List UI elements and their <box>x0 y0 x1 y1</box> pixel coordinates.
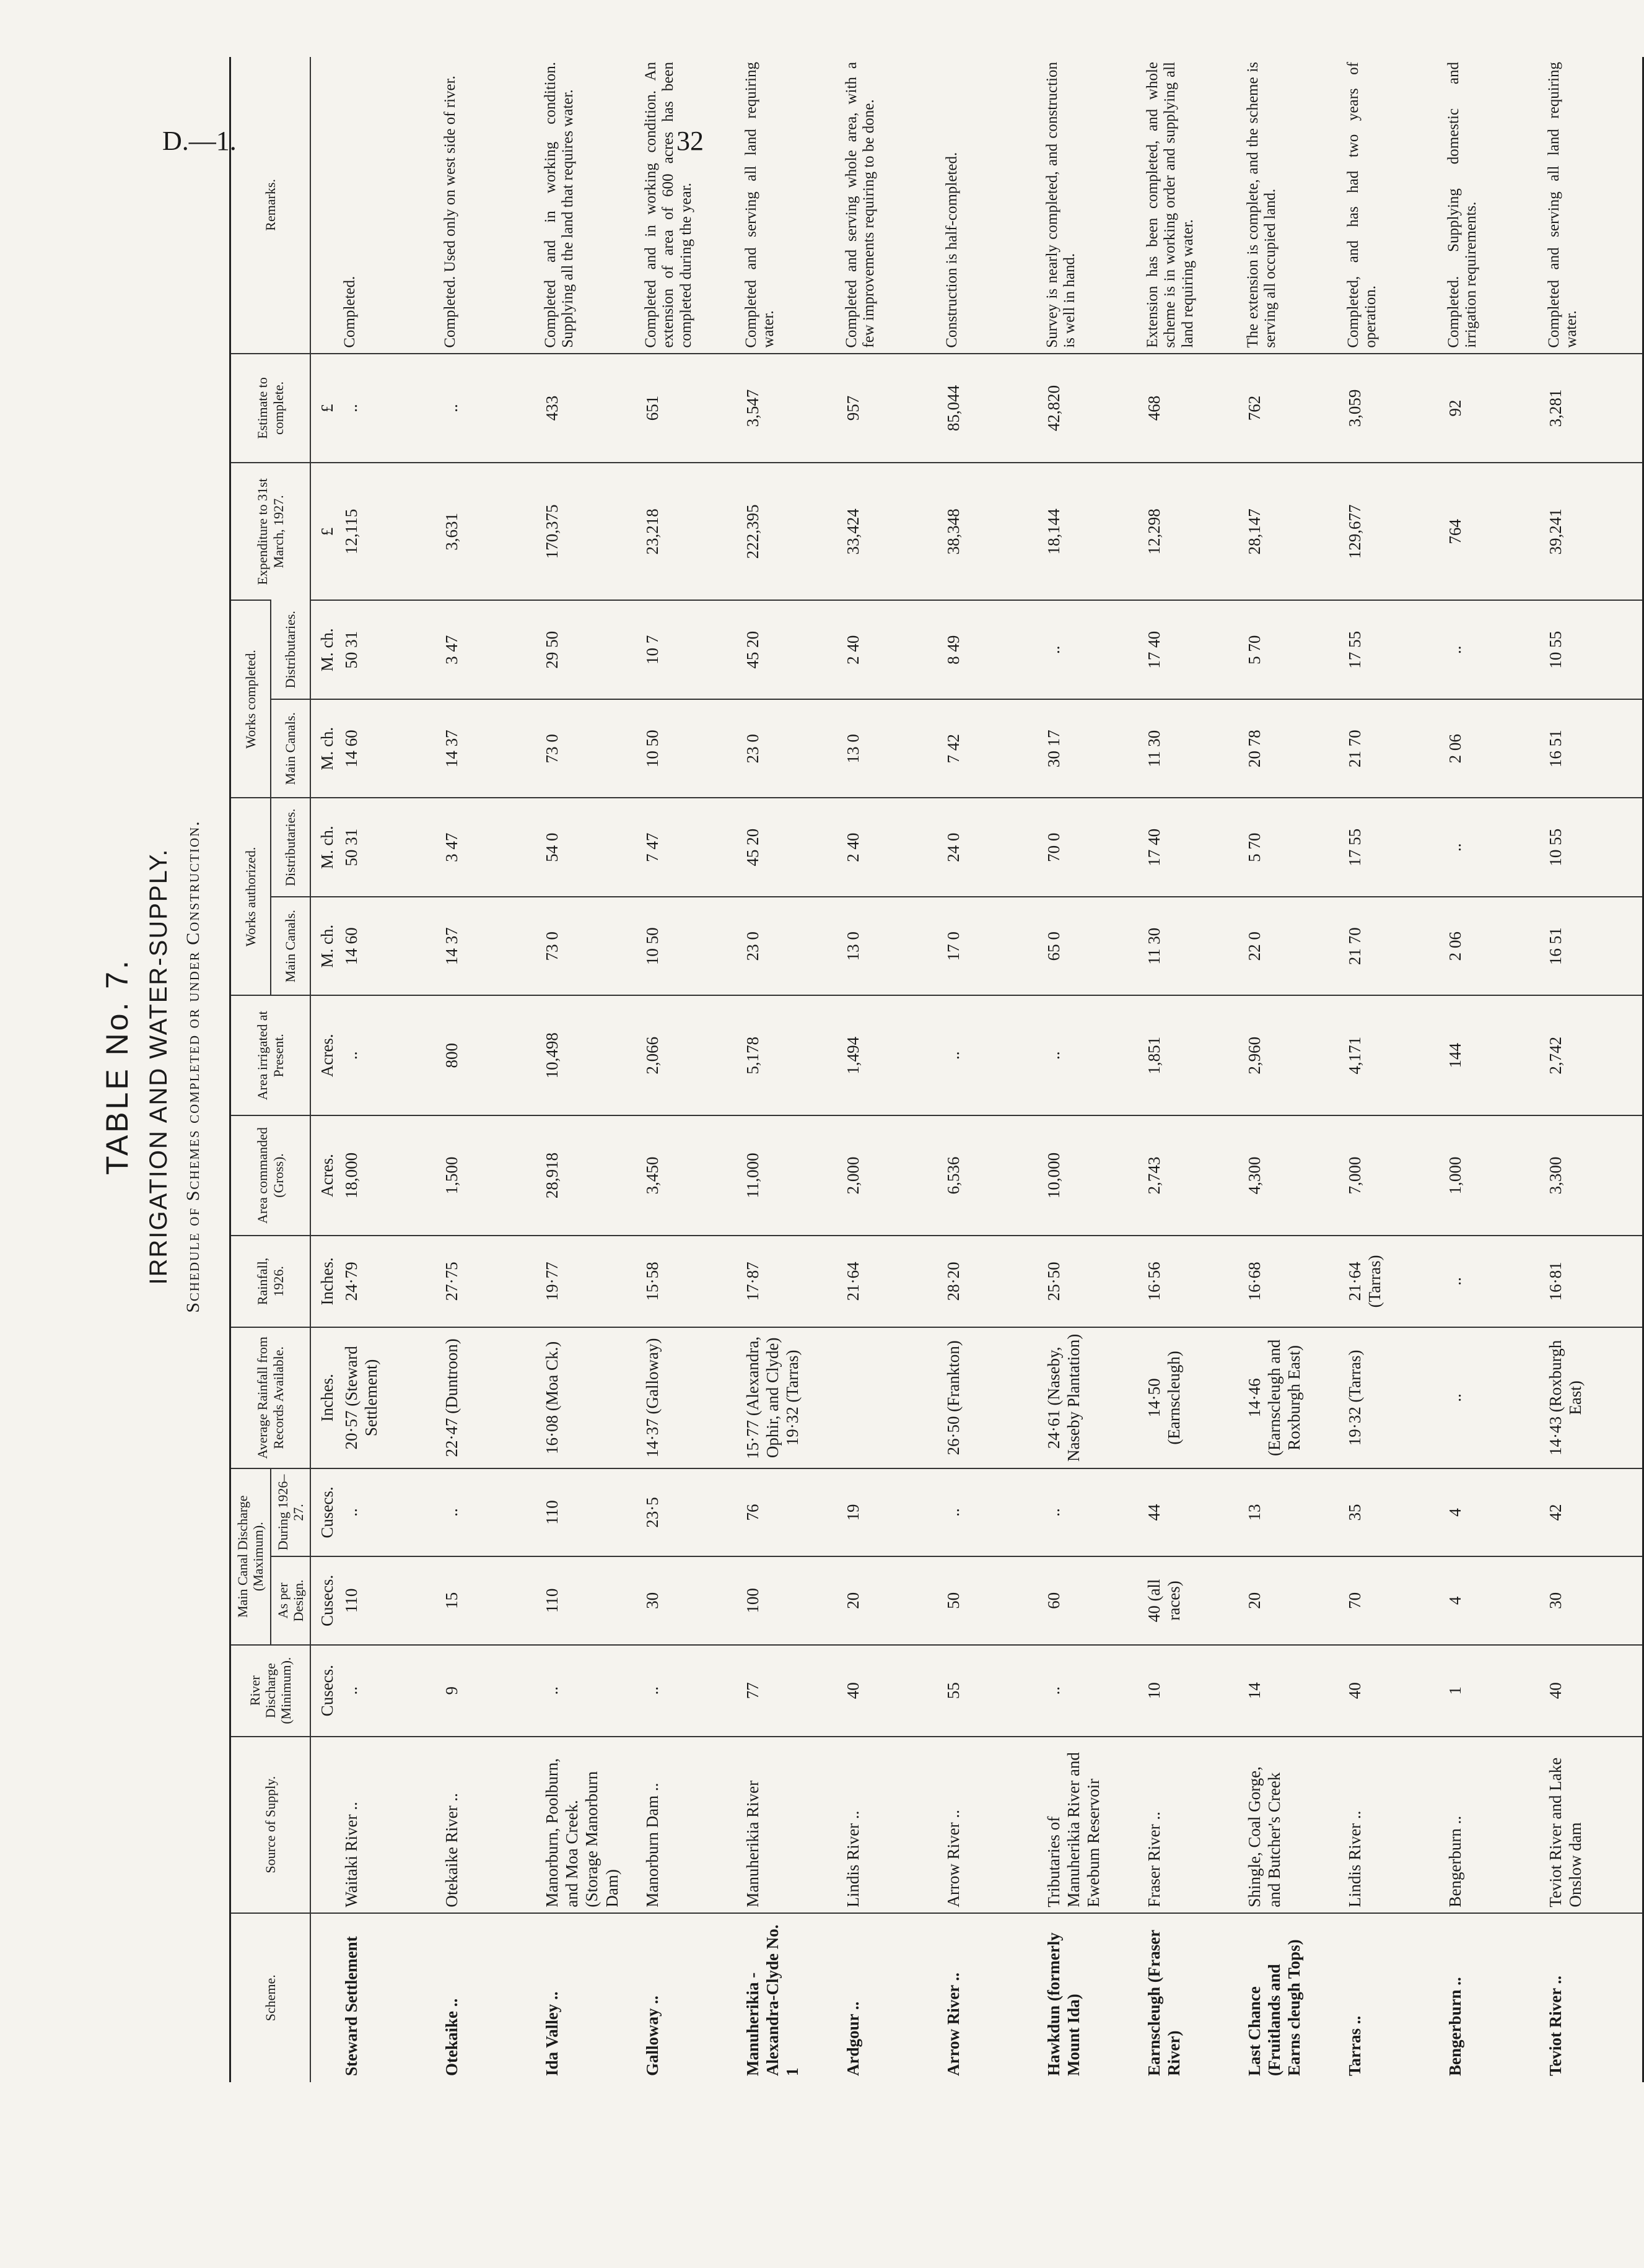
area-commanded-cell: 28,918 <box>538 1115 639 1236</box>
completed-main-canals-cell: 7 42 <box>940 699 1040 798</box>
completed-distributaries-cell: 8 49 <box>940 600 1040 699</box>
estimate-cell: 468 <box>1140 354 1241 463</box>
river-discharge-cell: 1 <box>1441 1645 1542 1737</box>
design-discharge-cell: 40 (all races) <box>1140 1556 1241 1644</box>
estimate-cell: 3,059 <box>1341 354 1441 463</box>
area-irrigated-cell: 5,178 <box>739 995 839 1115</box>
completed-distributaries-cell: 10 55 <box>1542 600 1643 699</box>
expenditure-cell: 33,424 <box>839 463 940 600</box>
header-authorized-distributaries: Distributaries. <box>271 798 311 897</box>
completed-main-canals-cell: 20 78 <box>1241 699 1341 798</box>
average-rainfall-cell: 22·47 (Duntroon) <box>438 1327 538 1468</box>
source-cell: Tributaries of Manuherikia River and Ewebum Reservoir <box>1040 1737 1140 1913</box>
header-completed-main-canals: Main Canals. <box>271 699 311 798</box>
remarks-cell: Completed and in working condition. Supplying all the land that requires water. <box>541 62 577 348</box>
area-irrigated-cell: .. <box>338 995 438 1115</box>
completed-main-canals-cell: 23 0 <box>739 699 839 798</box>
expenditure-cell: 12,115 <box>338 463 438 600</box>
unit-cell <box>310 1737 337 1913</box>
discharge-during-cell: 13 <box>1241 1468 1341 1556</box>
rainfall-1926-cell: 16·56 <box>1140 1236 1241 1327</box>
discharge-during-cell: .. <box>940 1468 1040 1556</box>
scheme-cell: Ida Valley .. <box>538 1913 639 2082</box>
discharge-during-cell: .. <box>338 1468 438 1556</box>
source-cell: Waitaki River .. <box>338 1737 438 1913</box>
river-discharge-cell: 9 <box>438 1645 538 1737</box>
unit-cell: Acres. <box>310 995 337 1115</box>
average-rainfall-cell: 19·32 (Tarras) <box>1341 1327 1441 1468</box>
unit-cell: Acres. <box>310 1115 337 1236</box>
source-cell: Manorburn, Poolburn, and Moa Creek. (Storage Manorburn Dam) <box>538 1737 639 1913</box>
rainfall-1926-cell: 21·64 <box>839 1236 940 1327</box>
completed-main-canals-cell: 2 06 <box>1441 699 1542 798</box>
table-title: IRRIGATION AND WATER-SUPPLY. <box>145 848 172 1285</box>
estimate-cell: 42,820 <box>1040 354 1140 463</box>
schemes-table <box>229 57 1644 2082</box>
unit-cell <box>310 1913 337 2082</box>
average-rainfall-cell: 15·77 (Alexandra, Ophir, and Clyde) 19·32 (Tarras) <box>739 1327 839 1468</box>
header-works-authorized: Works authorized. <box>230 798 271 995</box>
authorized-main-canals-cell: 10 50 <box>639 897 739 996</box>
remarks-cell: Completed, and has had two years of operation. <box>1344 62 1379 348</box>
design-discharge-cell: 20 <box>1241 1556 1341 1644</box>
unit-cell: M. ch. <box>310 600 337 699</box>
table-row <box>1341 57 1441 2082</box>
area-irrigated-cell: 2,066 <box>639 995 739 1115</box>
authorized-distributaries-cell: 10 55 <box>1542 798 1643 897</box>
authorized-distributaries-cell: 17 40 <box>1140 798 1241 897</box>
river-discharge-cell: .. <box>639 1645 739 1737</box>
table-row <box>538 57 639 2082</box>
completed-distributaries-cell: 50 31 <box>338 600 438 699</box>
completed-distributaries-cell: 10 7 <box>639 600 739 699</box>
authorized-main-canals-cell: 17 0 <box>940 897 1040 996</box>
authorized-main-canals-cell: 14 37 <box>438 897 538 996</box>
completed-main-canals-cell: 16 51 <box>1542 699 1643 798</box>
remarks-cell: Completed. <box>341 276 358 348</box>
expenditure-cell: 12,298 <box>1140 463 1241 600</box>
area-commanded-cell: 18,000 <box>338 1115 438 1236</box>
design-discharge-cell: 30 <box>1542 1556 1643 1644</box>
estimate-cell: 762 <box>1241 354 1341 463</box>
authorized-main-canals-cell: 73 0 <box>538 897 639 996</box>
authorized-distributaries-cell: 17 55 <box>1341 798 1441 897</box>
scheme-cell: Last Chance (Fruitlands and Earns cleugh Tops) <box>1241 1913 1341 2082</box>
authorized-main-canals-cell: 23 0 <box>739 897 839 996</box>
scheme-cell: Ardgour .. <box>839 1913 940 2082</box>
completed-main-canals-cell: 73 0 <box>538 699 639 798</box>
unit-cell: M. ch. <box>310 798 337 897</box>
average-rainfall-cell: 24·61 (Naseby, Naseby Plantation) <box>1040 1327 1140 1468</box>
table-row <box>739 57 839 2082</box>
river-discharge-cell: .. <box>538 1645 639 1737</box>
header-main-canal-discharge: Main Canal Discharge (Maximum). <box>230 1468 271 1645</box>
expenditure-cell: 23,218 <box>639 463 739 600</box>
remarks-cell: Extension has been completed, and whole scheme is in working order and supplying all land requiring water. <box>1143 62 1197 348</box>
authorized-distributaries-cell: 50 31 <box>338 798 438 897</box>
river-discharge-cell: 10 <box>1140 1645 1241 1737</box>
source-cell: Arrow River .. <box>940 1737 1040 1913</box>
area-irrigated-cell: 10,498 <box>538 995 639 1115</box>
estimate-cell: 85,044 <box>940 354 1040 463</box>
scheme-cell: Arrow River .. <box>940 1913 1040 2082</box>
header-area-commanded: Area commanded (Gross). <box>230 1115 311 1236</box>
completed-distributaries-cell: 17 40 <box>1140 600 1241 699</box>
area-commanded-cell: 1,500 <box>438 1115 538 1236</box>
estimate-cell: 3,281 <box>1542 354 1643 463</box>
source-cell: Fraser River .. <box>1140 1737 1241 1913</box>
header-area-irrigated: Area irrigated at Present. <box>230 995 311 1115</box>
expenditure-cell: 170,375 <box>538 463 639 600</box>
area-commanded-cell: 7,000 <box>1341 1115 1441 1236</box>
unit-cell: Inches. <box>310 1327 337 1468</box>
authorized-distributaries-cell: 3 47 <box>438 798 538 897</box>
completed-distributaries-cell: .. <box>1441 600 1542 699</box>
discharge-during-cell: 76 <box>739 1468 839 1556</box>
scheme-cell: Earnscleugh (Fraser River) <box>1140 1913 1241 2082</box>
remarks-cell: Completed and serving all land requiring water. <box>742 62 777 348</box>
design-discharge-cell: 4 <box>1441 1556 1542 1644</box>
source-cell: Teviot River and Lake Onslow dam <box>1542 1737 1643 1913</box>
table-row <box>1441 57 1542 2082</box>
area-irrigated-cell: 1,851 <box>1140 995 1241 1115</box>
estimate-cell: .. <box>438 354 538 463</box>
table-body <box>310 57 1643 2082</box>
average-rainfall-cell: 26·50 (Frankton) <box>940 1327 1040 1468</box>
river-discharge-cell: 40 <box>1341 1645 1441 1737</box>
table-row <box>940 57 1040 2082</box>
expenditure-cell: 28,147 <box>1241 463 1341 600</box>
authorized-main-canals-cell: 22 0 <box>1241 897 1341 996</box>
table-number: TABLE No. 7. <box>100 958 134 1175</box>
estimate-cell: 433 <box>538 354 639 463</box>
unit-cell: M. ch. <box>310 699 337 798</box>
area-commanded-cell: 11,000 <box>739 1115 839 1236</box>
scheme-cell: Tarras .. <box>1341 1913 1441 2082</box>
area-irrigated-cell: .. <box>940 995 1040 1115</box>
design-discharge-cell: 15 <box>438 1556 538 1644</box>
estimate-cell: 957 <box>839 354 940 463</box>
area-irrigated-cell: 2,960 <box>1241 995 1341 1115</box>
header-during: During 1926–27. <box>271 1468 311 1556</box>
rainfall-1926-cell: 25·50 <box>1040 1236 1140 1327</box>
rainfall-1926-cell: 28·20 <box>940 1236 1040 1327</box>
average-rainfall-cell: 20·57 (Steward Settlement) <box>338 1327 438 1468</box>
authorized-distributaries-cell: .. <box>1441 798 1542 897</box>
estimate-cell: .. <box>338 354 438 463</box>
area-irrigated-cell: 4,171 <box>1341 995 1441 1115</box>
table-row <box>438 57 538 2082</box>
rainfall-1926-cell: 24·79 <box>338 1236 438 1327</box>
area-commanded-cell: 1,000 <box>1441 1115 1542 1236</box>
area-commanded-cell: 6,536 <box>940 1115 1040 1236</box>
expenditure-cell: 222,395 <box>739 463 839 600</box>
remarks-cell: Completed. Supplying domestic and irrigation requirements. <box>1445 62 1480 348</box>
area-commanded-cell: 10,000 <box>1040 1115 1140 1236</box>
authorized-main-canals-cell: 21 70 <box>1341 897 1441 996</box>
rainfall-1926-cell: 15·58 <box>639 1236 739 1327</box>
average-rainfall-cell: 14·50 (Earnscleugh) <box>1140 1327 1241 1468</box>
design-discharge-cell: 60 <box>1040 1556 1140 1644</box>
design-discharge-cell: 30 <box>639 1556 739 1644</box>
estimate-cell: 3,547 <box>739 354 839 463</box>
completed-main-canals-cell: 14 37 <box>438 699 538 798</box>
expenditure-cell: 38,348 <box>940 463 1040 600</box>
area-commanded-cell: 4,300 <box>1241 1115 1341 1236</box>
completed-main-canals-cell: 14 60 <box>338 699 438 798</box>
river-discharge-cell: 40 <box>1542 1645 1643 1737</box>
completed-distributaries-cell: 5 70 <box>1241 600 1341 699</box>
average-rainfall-cell: 16·08 (Moa Ck.) <box>538 1327 639 1468</box>
scheme-cell: Steward Settlement <box>338 1913 438 2082</box>
remarks-cell: Completed and serving all land requiring water. <box>1542 57 1643 354</box>
completed-distributaries-cell: 45 20 <box>739 600 839 699</box>
rainfall-1926-cell: 17·87 <box>739 1236 839 1327</box>
header-average-rainfall: Average Rainfall from Records Available. <box>230 1327 311 1468</box>
area-commanded-cell: 2,000 <box>839 1115 940 1236</box>
area-irrigated-cell: 2,742 <box>1542 995 1643 1115</box>
table-row <box>1140 57 1241 2082</box>
rainfall-1926-cell: 21·64 (Tarras) <box>1341 1236 1441 1327</box>
header-expenditure: Expenditure to 31st March, 1927. <box>230 463 311 600</box>
completed-main-canals-cell: 13 0 <box>839 699 940 798</box>
design-discharge-cell: 50 <box>940 1556 1040 1644</box>
design-discharge-cell: 20 <box>839 1556 940 1644</box>
source-cell: Lindis River .. <box>1341 1737 1441 1913</box>
scheme-cell: Teviot River .. <box>1542 1913 1643 2082</box>
average-rainfall-cell: 14·43 (Roxburgh East) <box>1542 1327 1643 1468</box>
header-authorized-main-canals: Main Canals. <box>271 897 311 996</box>
river-discharge-cell: 40 <box>839 1645 940 1737</box>
average-rainfall-cell: 14·37 (Galloway) <box>639 1327 739 1468</box>
scheme-cell: Hawkdun (formerly Mount Ida) <box>1040 1913 1140 2082</box>
discharge-during-cell: 110 <box>538 1468 639 1556</box>
rainfall-1926-cell: 16·68 <box>1241 1236 1341 1327</box>
average-rainfall-cell: .. <box>1441 1327 1542 1468</box>
source-cell: Otekaike River .. <box>438 1737 538 1913</box>
scheme-cell: Otekaike .. <box>438 1913 538 2082</box>
page-number: 32 <box>676 126 704 156</box>
header-completed-distributaries: Distributaries. <box>271 600 311 699</box>
header-rainfall-1926: Rainfall, 1926. <box>230 1236 311 1327</box>
average-rainfall-cell: 14·46 (Earnscleugh and Roxburgh East) <box>1241 1327 1341 1468</box>
authorized-distributaries-cell: 7 47 <box>639 798 739 897</box>
expenditure-cell: 764 <box>1441 463 1542 600</box>
table-subtitle: Schedule of Schemes completed or under Construction. <box>183 820 203 1313</box>
header-scheme: Scheme. <box>230 1913 311 2082</box>
authorized-distributaries-cell: 24 0 <box>940 798 1040 897</box>
estimate-cell: 651 <box>639 354 739 463</box>
source-cell: Shingle, Coal Gorge, and Butcher's Creek <box>1241 1737 1341 1913</box>
unit-cell <box>310 57 337 354</box>
authorized-main-canals-cell: 16 51 <box>1542 897 1643 996</box>
expenditure-cell: 129,677 <box>1341 463 1441 600</box>
river-discharge-cell: .. <box>338 1645 438 1737</box>
expenditure-cell: 18,144 <box>1040 463 1140 600</box>
area-irrigated-cell: 800 <box>438 995 538 1115</box>
table-row <box>338 57 438 2082</box>
area-irrigated-cell: .. <box>1040 995 1140 1115</box>
authorized-distributaries-cell: 54 0 <box>538 798 639 897</box>
completed-distributaries-cell: 29 50 <box>538 600 639 699</box>
area-commanded-cell: 3,300 <box>1542 1115 1643 1236</box>
unit-cell: Cusecs. <box>310 1556 337 1644</box>
header-row <box>230 57 271 2082</box>
header-source: Source of Supply. <box>230 1737 311 1913</box>
completed-distributaries-cell: 17 55 <box>1341 600 1441 699</box>
area-irrigated-cell: 1,494 <box>839 995 940 1115</box>
rainfall-1926-cell: 19·77 <box>538 1236 639 1327</box>
completed-main-canals-cell: 30 17 <box>1040 699 1140 798</box>
rainfall-1926-cell: 27·75 <box>438 1236 538 1327</box>
authorized-distributaries-cell: 5 70 <box>1241 798 1341 897</box>
discharge-during-cell: 4 <box>1441 1468 1542 1556</box>
authorized-distributaries-cell: 45 20 <box>739 798 839 897</box>
table-row <box>1241 57 1341 2082</box>
discharge-during-cell: .. <box>438 1468 538 1556</box>
design-discharge-cell: 110 <box>338 1556 438 1644</box>
units-row <box>310 57 337 2082</box>
header-works-completed: Works completed. <box>230 600 271 798</box>
average-rainfall-cell <box>839 1327 940 1468</box>
discharge-during-cell: 44 <box>1140 1468 1241 1556</box>
rainfall-1926-cell: 16·81 <box>1542 1236 1643 1327</box>
rotated-table-sheet <box>93 51 1585 2082</box>
header-estimate: Estimate to complete. <box>230 354 311 463</box>
authorized-main-canals-cell: 14 60 <box>338 897 438 996</box>
area-irrigated-cell: 144 <box>1441 995 1542 1115</box>
completed-main-canals-cell: 21 70 <box>1341 699 1441 798</box>
rainfall-1926-cell: .. <box>1441 1236 1542 1327</box>
completed-distributaries-cell: 2 40 <box>839 600 940 699</box>
unit-cell: Inches. <box>310 1236 337 1327</box>
authorized-main-canals-cell: 2 06 <box>1441 897 1542 996</box>
remarks-cell: The extension is complete, and the scheme is serving all occupied land. <box>1244 62 1279 348</box>
scheme-cell: Galloway .. <box>639 1913 739 2082</box>
unit-cell: Cusecs. <box>310 1645 337 1737</box>
source-cell: Manorburn Dam .. <box>639 1737 739 1913</box>
authorized-distributaries-cell: 2 40 <box>839 798 940 897</box>
area-commanded-cell: 3,450 <box>639 1115 739 1236</box>
design-discharge-cell: 110 <box>538 1556 639 1644</box>
authorized-main-canals-cell: 13 0 <box>839 897 940 996</box>
source-cell: Manuherikia River <box>739 1737 839 1913</box>
design-discharge-cell: 70 <box>1341 1556 1441 1644</box>
estimate-cell: 92 <box>1441 354 1542 463</box>
unit-cell: £ <box>310 354 337 463</box>
river-discharge-cell: 77 <box>739 1645 839 1737</box>
scheme-cell: Manuherikia - Alexandra-Clyde No. 1 <box>739 1913 839 2082</box>
completed-distributaries-cell: 3 47 <box>438 600 538 699</box>
authorized-main-canals-cell: 65 0 <box>1040 897 1140 996</box>
source-cell: Lindis River .. <box>839 1737 940 1913</box>
authorized-main-canals-cell: 11 30 <box>1140 897 1241 996</box>
expenditure-cell: 39,241 <box>1542 463 1643 600</box>
completed-main-canals-cell: 11 30 <box>1140 699 1241 798</box>
remarks-cell: Completed and in working condition. An extension of area of 600 acres has been completed during the year. <box>642 62 695 348</box>
discharge-during-cell: 35 <box>1341 1468 1441 1556</box>
river-discharge-cell: 14 <box>1241 1645 1341 1737</box>
authorized-distributaries-cell: 70 0 <box>1040 798 1140 897</box>
header-river-discharge: River Discharge (Minimum). <box>230 1645 311 1737</box>
table-row <box>639 57 739 2082</box>
scheme-cell: Bengerburn .. <box>1441 1913 1542 2082</box>
table-row <box>1542 57 1643 2082</box>
unit-cell: £ <box>310 463 337 600</box>
title-block <box>93 51 223 2082</box>
discharge-during-cell: 23·5 <box>639 1468 739 1556</box>
unit-cell: M. ch. <box>310 897 337 996</box>
header-as-per-design: As per Design. <box>271 1556 311 1644</box>
area-commanded-cell: 2,743 <box>1140 1115 1241 1236</box>
river-discharge-cell: 55 <box>940 1645 1040 1737</box>
design-discharge-cell: 100 <box>739 1556 839 1644</box>
discharge-during-cell: .. <box>1040 1468 1140 1556</box>
table-row <box>1040 57 1140 2082</box>
expenditure-cell: 3,631 <box>438 463 538 600</box>
source-cell: Bengerburn .. <box>1441 1737 1542 1913</box>
completed-distributaries-cell: .. <box>1040 600 1140 699</box>
discharge-during-cell: 19 <box>839 1468 940 1556</box>
river-discharge-cell: .. <box>1040 1645 1140 1737</box>
document-id: D.—1. <box>162 126 237 156</box>
remarks-cell: Completed and serving whole area, with a few improvements requiring to be done. <box>842 62 878 348</box>
unit-cell: Cusecs. <box>310 1468 337 1556</box>
remarks-cell: Construction is half-completed. <box>943 152 960 348</box>
table-row <box>839 57 940 2082</box>
remarks-cell: Survey is nearly completed, and construction is well in hand. <box>1043 62 1078 348</box>
header-remarks: Remarks. <box>230 57 311 354</box>
remarks-cell: Completed. Used only on west side of river. <box>441 76 458 348</box>
discharge-during-cell: 42 <box>1542 1468 1643 1556</box>
completed-main-canals-cell: 10 50 <box>639 699 739 798</box>
